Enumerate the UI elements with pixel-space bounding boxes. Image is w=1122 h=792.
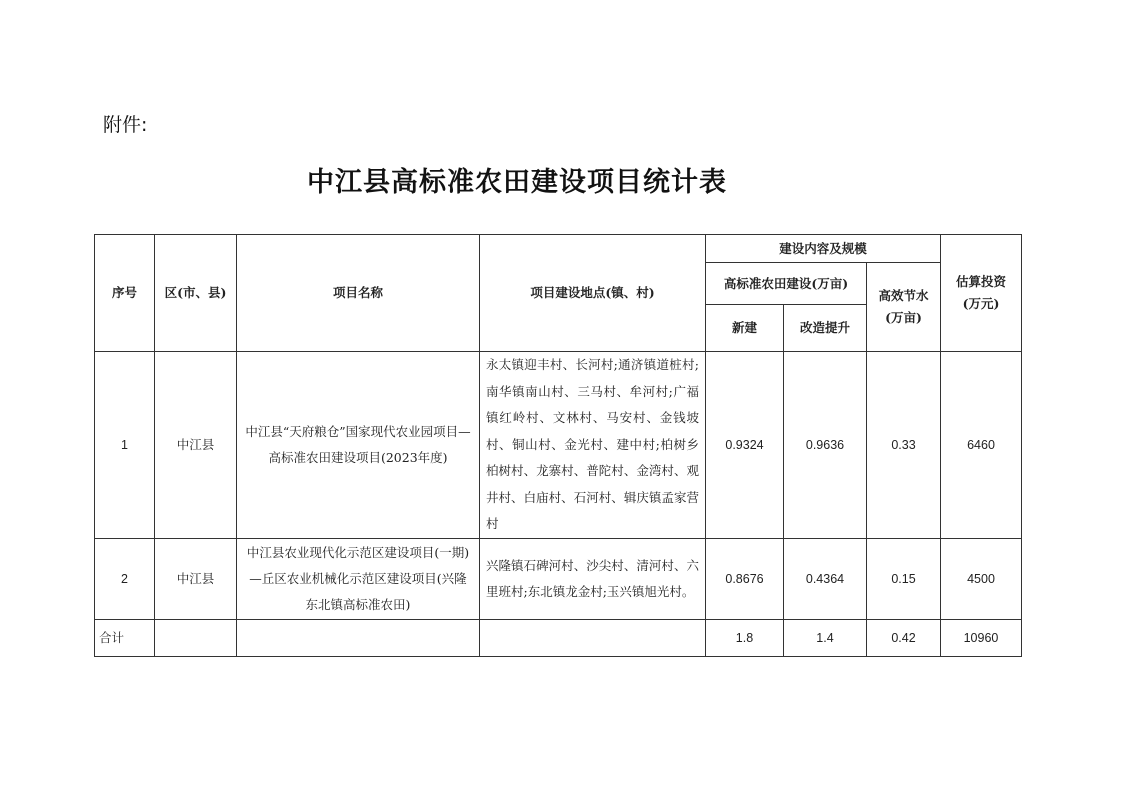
header-construction: 建设内容及规模 (706, 235, 941, 263)
row-location: 兴隆镇石碑河村、沙尖村、清河村、六里班村;东北镇龙金村;玉兴镇旭光村。 (480, 539, 706, 620)
total-empty-cell (480, 620, 706, 657)
table-row (95, 539, 1022, 620)
attachment-label: 附件: (103, 114, 148, 136)
row-new: 0.9324 (706, 352, 784, 539)
header-water: 高效节水(万亩) (867, 263, 941, 352)
header-no: 序号 (95, 235, 155, 352)
row-new: 0.8676 (706, 539, 784, 620)
statistics-table (94, 234, 1022, 657)
total-new: 1.8 (706, 620, 784, 657)
header-investment: 估算投资(万元) (941, 235, 1022, 352)
row-investment: 4500 (941, 539, 1022, 620)
header-project-name: 项目名称 (237, 235, 480, 352)
row-no: 1 (95, 352, 155, 539)
row-project-name: 中江县农业现代化示范区建设项目(一期)—丘区农业机械化示范区建设项目(兴隆东北镇高标准农田) (237, 539, 480, 620)
row-district: 中江县 (155, 539, 237, 620)
row-district: 中江县 (155, 352, 237, 539)
row-location: 永太镇迎丰村、长河村;通济镇道桩村;南华镇南山村、三马村、牟河村;广福镇红岭村、文林村、马安村、金钱坡村、铜山村、金光村、建中村;柏树乡柏树村、龙寨村、普陀村、金湾村、观井村、白庙村、石河村、辑庆镇孟家营村 (480, 352, 706, 539)
row-no: 2 (95, 539, 155, 620)
row-upgrade: 0.4364 (784, 539, 867, 620)
header-upgrade: 改造提升 (784, 305, 867, 352)
header-hsf: 高标准农田建设(万亩) (706, 263, 867, 305)
total-empty-cell (237, 620, 480, 657)
row-upgrade: 0.9636 (784, 352, 867, 539)
row-water: 0.15 (867, 539, 941, 620)
header-new: 新建 (706, 305, 784, 352)
page-title: 中江县高标准农田建设项目统计表 (307, 167, 727, 198)
total-label: 合计 (95, 620, 155, 657)
total-row (95, 620, 1022, 657)
row-investment: 6460 (941, 352, 1022, 539)
total-empty-cell (155, 620, 237, 657)
header-location: 项目建设地点(镇、村) (480, 235, 706, 352)
row-water: 0.33 (867, 352, 941, 539)
table-row (95, 352, 1022, 539)
row-project-name: 中江县“天府粮仓”国家现代农业园项目—高标准农田建设项目(2023年度) (237, 352, 480, 539)
total-water: 0.42 (867, 620, 941, 657)
header-district: 区(市、县) (155, 235, 237, 352)
total-upgrade: 1.4 (784, 620, 867, 657)
total-investment: 10960 (941, 620, 1022, 657)
